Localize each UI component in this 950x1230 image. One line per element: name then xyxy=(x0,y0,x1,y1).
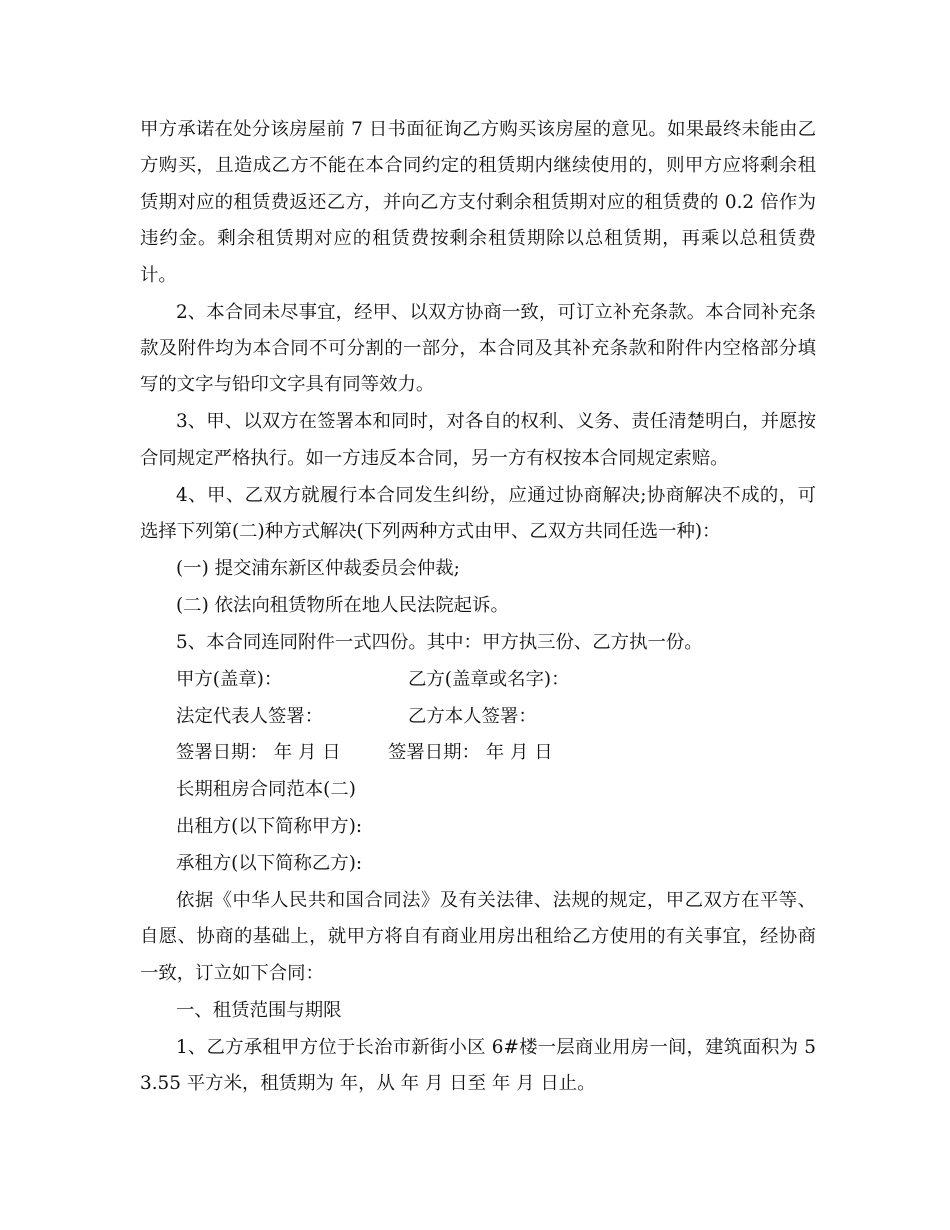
paragraph-notice-purchase: 甲方承诺在处分该房屋前 7 日书面征询乙方购买该房屋的意见。如果最终未能由乙方购买，且造成乙方不能在本合同约定的租赁期内继续使用的，则甲方应将剩余租赁期对应的租赁费返还乙方，并向乙方支付剩余租赁期对应的租赁费的 0.2 倍作为违约金。剩余租赁期对应的租赁费按剩余租赁期除以总租赁期，再乘以总租赁费计。 xyxy=(140,119,816,286)
paragraph-clause-2: 2、本合同未尽事宜，经甲、以双方协商一致，可订立补充条款。本合同补充条款及附件均为本合同不可分割的一部分，本合同及其补充条款和附件内空格部分填写的文字与铅印文字具有同等效力。 xyxy=(140,301,816,396)
paragraph-clause-3: 3、甲、以双方在签署本和同时，对各自的权利、义务、责任清楚明白，并愿按合同规定严格执行。如一方违反本合同，另一方有权按本合同规定索赔。 xyxy=(140,411,816,469)
paragraph-lease-scope: 1、乙方承租甲方位于长治市新街小区 6#楼一层商业用房一间，建筑面积为 53.55 平方米，租赁期为 年，从 年 月 日至 年 月 日止。 xyxy=(140,1036,816,1095)
party-b-date-label: 签署日期： 年 月 日 xyxy=(388,742,553,764)
contract-title-2: 长期租房合同范本(二) xyxy=(176,779,356,801)
paragraph-preamble: 依据《中华人民共和国合同法》及有关法律、法规的规定，甲乙双方在平等、自愿、协商的基础上，就甲方将自有商业用房出租给乙方使用的有关事宜，经协商一致，订立如下合同： xyxy=(140,890,816,984)
party-a-seal-label: 甲方(盖章)： xyxy=(176,668,283,690)
paragraph-clause-5: 5、本合同连同附件一式四份。其中：甲方执三份、乙方执一份。 xyxy=(176,631,703,653)
party-a-rep-label: 法定代表人签署： xyxy=(176,705,324,727)
paragraph-option-1: (一) 提交浦东新区仲裁委员会仲裁; xyxy=(176,557,460,579)
signature-party-row xyxy=(140,662,816,698)
signature-rep-row xyxy=(140,699,816,735)
party-a-date-label: 签署日期： 年 月 日 xyxy=(176,742,341,764)
paragraph-option-2: (二) 依法向租赁物所在地人民法院起诉。 xyxy=(176,594,509,616)
lessor-label: 出租方(以下简称甲方): xyxy=(176,816,363,838)
paragraph-clause-4: 4、甲、乙双方就履行本合同发生纠纷，应通过协商解决;协商解决不成的，可选择下列第(二)种方式解决(下列两种方式由甲、乙双方共同任选一种)： xyxy=(140,484,816,542)
party-b-seal-label: 乙方(盖章或名字)： xyxy=(408,668,570,690)
document-body xyxy=(140,112,816,1103)
lessee-label: 承租方(以下简称乙方): xyxy=(176,853,363,875)
party-b-rep-label: 乙方本人签署： xyxy=(408,705,537,727)
signature-date-row xyxy=(140,735,816,771)
section-heading-1: 一、租赁范围与期限 xyxy=(176,999,342,1021)
